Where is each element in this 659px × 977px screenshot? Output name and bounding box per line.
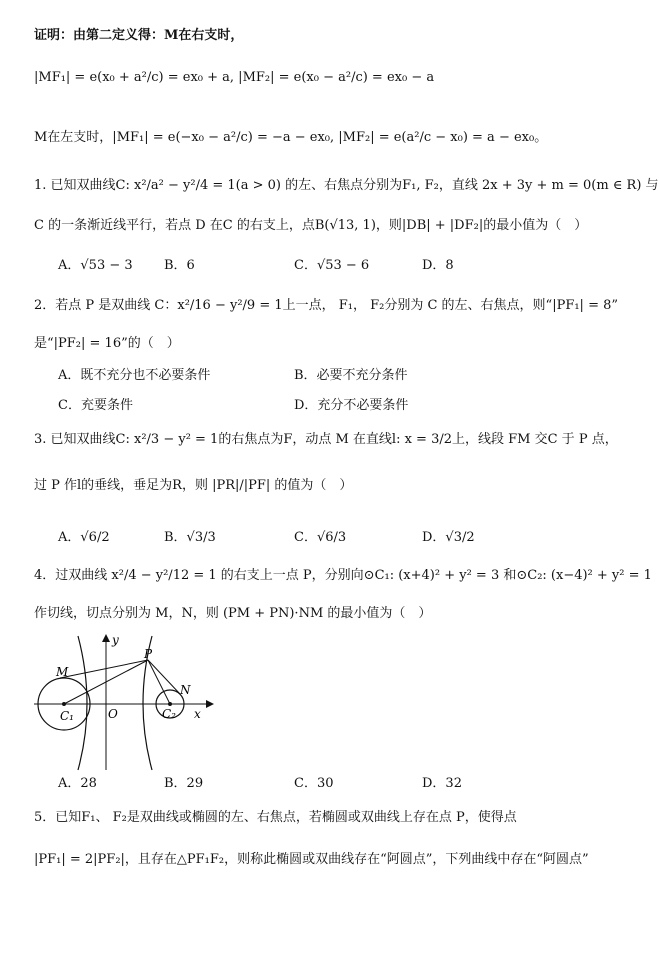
line-p-n (148, 660, 180, 694)
question-3-option-b: B．√3/3 (164, 530, 216, 545)
question-3-line-1: 3. 已知双曲线C: x²/3 − y² = 1的右焦点为F，动点 M 在直线l: x = 3/2上，线段 FM 交C 于 P 点， (34, 432, 618, 447)
question-1-option-b: B．6 (164, 258, 195, 273)
question-5-line-1: 5．已知F₁、 F₂是双曲线或椭圆的左、右焦点，若椭圆或双曲线上存在点 P，使得点 (34, 810, 517, 825)
question-4-line-1: 4．过双曲线 x²/4 − y²/12 = 1 的右支上一点 P，分别向⊙C₁: (x+4)² + y² = 3 和⊙C₂: (x−4)² + y² = 1 (34, 568, 652, 583)
question-4-line-2: 作切线，切点分别为 M，N，则 (PM + PN)·NM 的最小值为（ ） (34, 606, 432, 621)
hyperbola-circles-diagram (34, 634, 224, 770)
question-3-option-a: A．√6/2 (58, 530, 110, 545)
proof-heading: 证明：由第二定义得：M在右支时， (34, 28, 244, 43)
question-4-option-b: B．29 (164, 776, 204, 791)
question-3-line-2: 过 P 作l的垂线，垂足为R，则 |PR|/|PF| 的值为（ ） (34, 478, 353, 493)
question-4-option-c: C．30 (294, 776, 334, 791)
question-1-option-d: D．8 (422, 258, 454, 273)
label-o: O (108, 707, 118, 721)
label-m: M (56, 665, 69, 679)
question-4-option-d: D．32 (422, 776, 462, 791)
label-c1: C₁ (60, 709, 74, 723)
line-p-c2 (148, 660, 170, 704)
question-2-line-2: 是“|PF₂| = 16”的（ ） (34, 336, 180, 351)
hyperbola-left-branch (78, 636, 87, 770)
label-y: y (112, 633, 119, 647)
proof-right-formula: |MF₁| = e(x₀ + a²/c) = ex₀ + a, |MF₂| = e(x₀ − a²/c) = ex₀ − a (34, 70, 435, 85)
question-3-option-d: D．√3/2 (422, 530, 475, 545)
label-p: P (144, 647, 153, 661)
question-1-option-c: C．√53 − 6 (294, 258, 370, 273)
question-2-option-c: C．充要条件 (58, 398, 133, 413)
proof-left-formula: M在左支时，|MF₁| = e(−x₀ − a²/c) = −a − ex₀, |MF₂| = e(a²/c − x₀) = a − ex₀。 (34, 130, 548, 145)
question-1-line-2: C 的一条渐近线平行，若点 D 在C 的右支上，点B(√13, 1)，则|DB| + |DF₂|的最小值为（ ） (34, 218, 588, 233)
question-4-option-a: A．28 (58, 776, 97, 791)
question-3-option-c: C．√6/3 (294, 530, 347, 545)
label-c2: C₂ (162, 707, 176, 721)
label-n: N (180, 683, 191, 697)
label-x: x (194, 707, 201, 721)
question-2-option-b: B．必要不充分条件 (294, 368, 408, 383)
question-1-option-a: A．√53 − 3 (58, 258, 133, 273)
question-2-option-a: A．既不充分也不必要条件 (58, 368, 211, 383)
line-p-m (60, 660, 148, 678)
question-1-line-1: 1. 已知双曲线C: x²/a² − y²/4 = 1(a > 0) 的左、右焦点分别为F₁, F₂，直线 2x + 3y + m = 0(m ∈ R) 与 (34, 178, 659, 193)
y-axis-arrow (102, 634, 110, 642)
question-2-option-d: D．充分不必要条件 (294, 398, 409, 413)
x-axis-arrow (206, 700, 214, 708)
question-2-line-1: 2．若点 P 是双曲线 C：x²/16 − y²/9 = 1上一点， F₁， F₂分别为 C 的左、右焦点，则“|PF₁| = 8” (34, 298, 619, 313)
question-5-line-2: |PF₁| = 2|PF₂|，且存在△PF₁F₂，则称此椭圆或双曲线存在“阿圆点”，下列曲线中存在“阿圆点” (34, 852, 589, 867)
